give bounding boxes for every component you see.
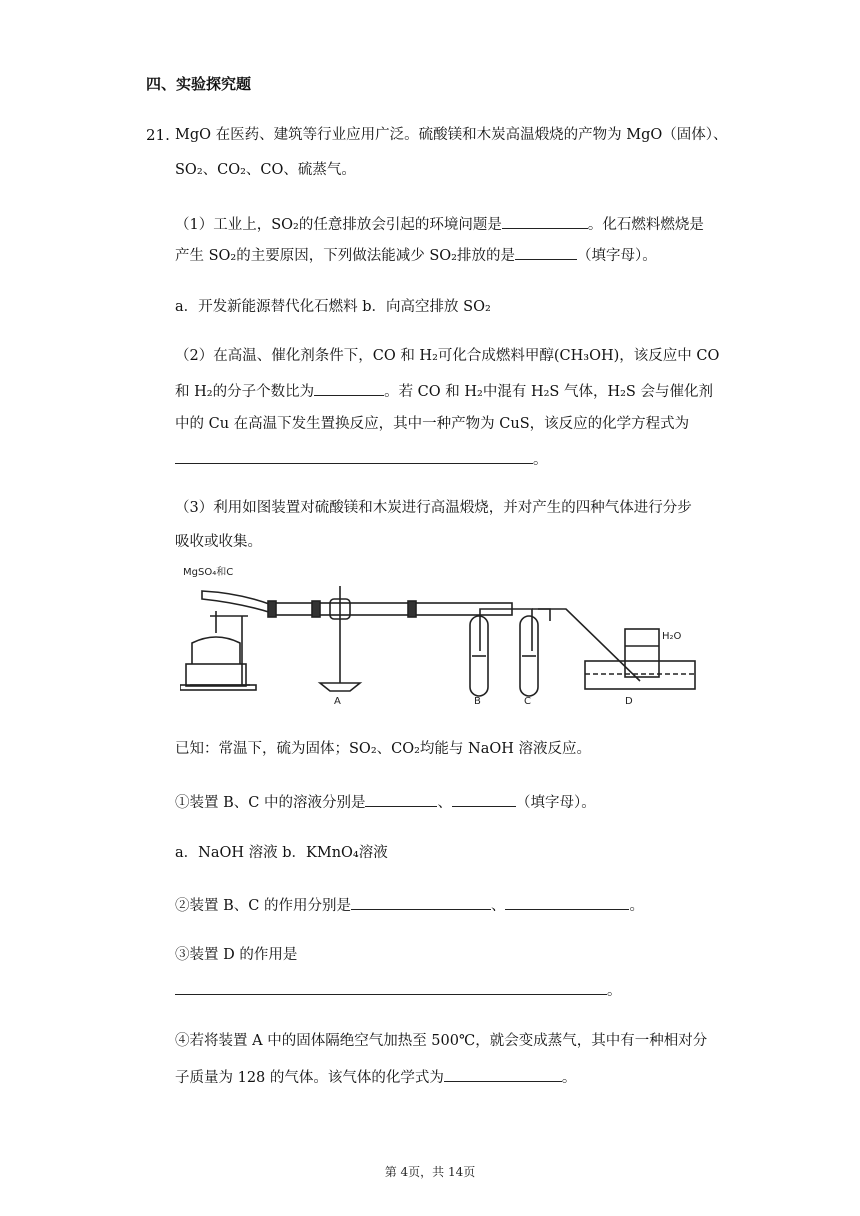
part1-line-1	[175, 213, 704, 235]
answer-blank[interactable]	[515, 244, 577, 260]
answer-blank[interactable]	[175, 448, 533, 464]
label-water: H₂O	[662, 631, 682, 642]
label-d: D	[625, 696, 633, 707]
q4-text-b: 。	[561, 1070, 577, 1086]
page-footer: 第 4页，共 14页	[384, 1165, 476, 1179]
heating-tube	[202, 591, 272, 613]
part2-line-4	[175, 448, 548, 470]
q1-text-a: ①装置 B、C 中的溶液分别是	[175, 795, 366, 811]
part2-text-2a: 和 H₂的分子个数比为	[175, 384, 315, 400]
alcohol-lamp	[192, 637, 240, 664]
part2-line-4-end: 。	[533, 452, 548, 468]
part3-line-1: （3）利用如图装置对硫酸镁和木炭进行高温煅烧，并对产生的四种气体进行分步	[175, 500, 692, 516]
part3-line-2: 吸收或收集。	[175, 534, 262, 550]
trough-d	[585, 661, 695, 689]
answer-blank[interactable]	[314, 380, 384, 396]
burner-base	[186, 664, 246, 686]
part1-text-1b: 。化石燃料燃烧是	[587, 217, 704, 233]
apparatus-figure	[180, 561, 700, 711]
intro-line-2: SO₂、CO₂、CO、硫蒸气。	[175, 162, 356, 178]
question-number: 21.	[146, 126, 170, 144]
q1-line	[175, 791, 596, 813]
answer-blank[interactable]	[452, 791, 516, 807]
label-reactant: MgSO₄和C	[183, 567, 234, 578]
part1-options: a．开发新能源替代化石燃料 b．向高空排放 SO₂	[175, 299, 491, 315]
q2-text-a: ②装置 B、C 的作用分别是	[175, 898, 351, 914]
known-line: 已知：常温下，硫为固体；SO₂、CO₂均能与 NaOH 溶液反应。	[175, 741, 592, 757]
q2-separator: 、	[490, 898, 506, 914]
q3-line: ③装置 D 的作用是	[175, 947, 298, 963]
answer-blank[interactable]	[505, 894, 629, 910]
q1-text-b: （填字母）。	[515, 795, 596, 811]
label-a: A	[334, 696, 341, 707]
part1-line-2	[175, 244, 657, 266]
part1-text-1a: （1）工业上，SO₂的任意排放会引起的环境问题是	[175, 217, 502, 233]
intro-line-1: MgO 在医药、建筑等行业应用广泛。硫酸镁和木炭高温煅烧的产物为 MgO（固体）、	[175, 127, 728, 143]
label-c: C	[524, 696, 531, 707]
glass-tube-a	[272, 603, 412, 615]
part2-line-2	[175, 380, 713, 402]
answer-blank[interactable]	[175, 979, 607, 995]
label-b: B	[474, 696, 481, 707]
part2-line-1: （2）在高温、催化剂条件下，CO 和 H₂可化合成燃料甲醇(CH₃OH)，该反应中 CO	[175, 348, 720, 364]
part1-text-2a: 产生 SO₂的主要原因，下列做法能减少 SO₂排放的是	[175, 248, 515, 264]
q4-text-a: 子质量为 128 的气体。该气体的化学式为	[175, 1070, 444, 1086]
q2-line	[175, 894, 644, 916]
section-title: 四、实验探究题	[146, 75, 252, 93]
answer-blank[interactable]	[351, 894, 491, 910]
part1-text-2b: （填字母）。	[576, 248, 657, 264]
part2-line-3: 中的 Cu 在高温下发生置换反应，其中一种产物为 CuS，该反应的化学方程式为	[175, 416, 690, 432]
stand-a-base	[320, 683, 360, 691]
q3-end: 。	[607, 983, 622, 999]
answer-blank[interactable]	[365, 791, 437, 807]
gas-jar	[625, 629, 659, 677]
q1-options: a．NaOH 溶液 b．KMnO₄溶液	[175, 845, 388, 861]
q4-line-1: ④若将装置 A 中的固体隔绝空气加热至 500℃，就会变成蒸气，其中有一种相对分	[175, 1033, 708, 1049]
answer-blank[interactable]	[502, 213, 588, 229]
q3-answer-line	[175, 979, 622, 1001]
answer-blank[interactable]	[444, 1066, 562, 1082]
q4-line-2	[175, 1066, 576, 1088]
q1-separator: 、	[437, 795, 452, 811]
q2-end: 。	[629, 898, 644, 914]
left-stand-base	[180, 685, 256, 690]
part2-text-2b: 。若 CO 和 H₂中混有 H₂S 气体，H₂S 会与催化剂	[384, 384, 713, 400]
